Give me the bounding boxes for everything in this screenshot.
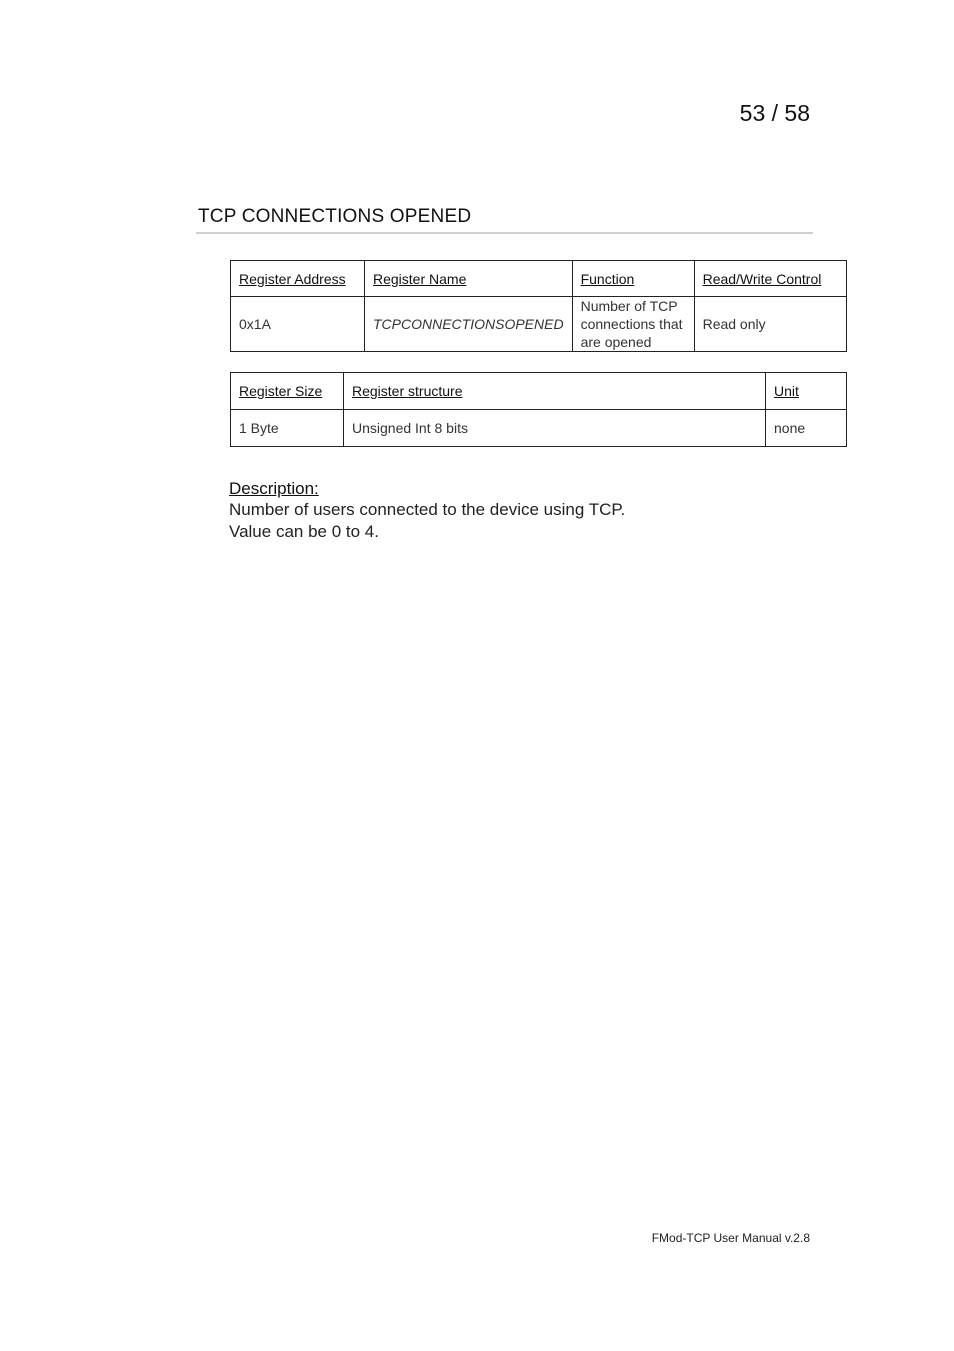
header-read-write-control: Read/Write Control [694,261,846,297]
cell-read-write-control: Read only [694,297,846,352]
header-register-name: Register Name [365,261,573,297]
header-register-address: Register Address [231,261,365,297]
cell-unit: none [766,410,847,447]
header-register-size: Register Size [231,373,344,410]
register-structure-table [230,372,847,447]
cell-register-address: 0x1A [231,297,365,352]
table-header-row [231,373,847,410]
header-unit: Unit [766,373,847,410]
table-header-row [231,261,847,297]
section-title: TCP CONNECTIONS OPENED [198,206,472,227]
description-label: Description: [229,479,319,498]
header-register-structure: Register structure [344,373,766,410]
footer-manual-title: FMod-TCP User Manual v.2.8 [651,1231,810,1245]
register-info-table [230,260,847,352]
description-line: Value can be 0 to 4. [229,522,379,541]
table-row [231,297,847,352]
table-row [231,410,847,447]
description-line: Number of users connected to the device using TCP. [229,500,626,519]
page-number: 53 / 58 [739,100,810,126]
section-divider [196,232,813,234]
header-function: Function [572,261,694,297]
cell-register-structure: Unsigned Int 8 bits [344,410,766,447]
cell-register-size: 1 Byte [231,410,344,447]
cell-register-name: TCPCONNECTIONSOPENED [365,297,573,352]
cell-function: Number of TCP connections that are opened [572,297,694,352]
